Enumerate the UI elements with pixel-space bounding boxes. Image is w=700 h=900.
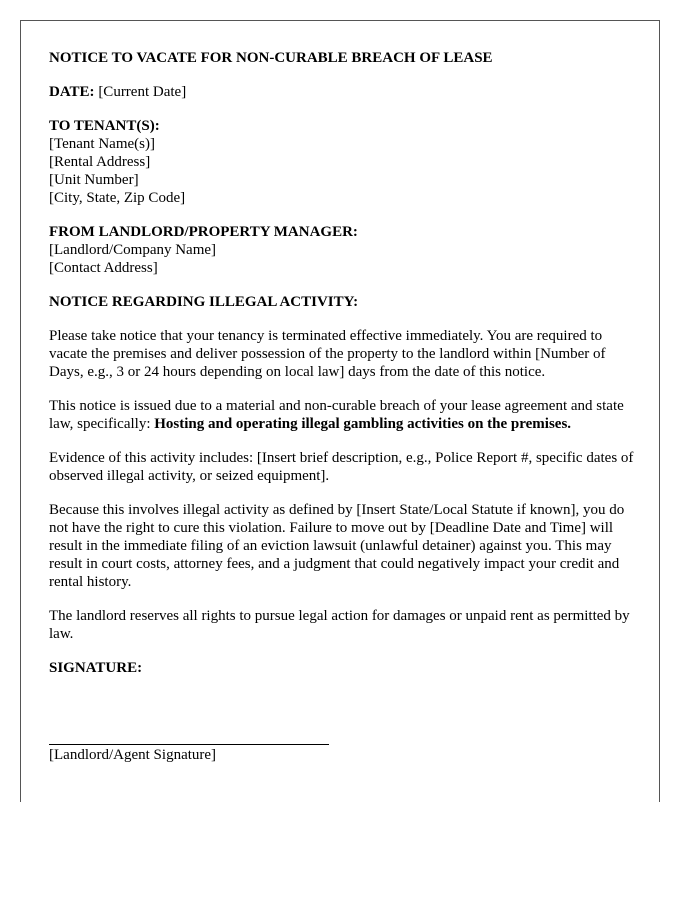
from-landlord-label: FROM LANDLORD/PROPERTY MANAGER:	[49, 224, 358, 240]
unit-number: [Unit Number]	[49, 172, 139, 188]
date-label: DATE:	[49, 84, 95, 100]
paragraph-rights: The landlord reserves all rights to pursue legal action for damages or unpaid rent as permitted by law.	[49, 608, 630, 642]
signature-caption: [Landlord/Agent Signature]	[49, 747, 217, 763]
date-line	[49, 83, 634, 101]
paragraph-breach	[49, 397, 634, 433]
from-landlord-block	[49, 223, 634, 277]
landlord-name: [Landlord/Company Name]	[49, 242, 217, 258]
breach-text: This notice is issued due to a material and non-curable breach of your lease agreement and state law, specifically:	[49, 398, 624, 432]
signature-label: SIGNATURE:	[49, 660, 143, 676]
paragraph-evidence: Evidence of this activity includes: [Insert brief description, e.g., Police Report #, specific dates of observed illegal activity, or seized equipment].	[49, 450, 634, 484]
document-page	[20, 20, 660, 802]
notice-heading: NOTICE REGARDING ILLEGAL ACTIVITY:	[49, 294, 359, 310]
to-tenant-label: TO TENANT(S):	[49, 118, 160, 134]
rental-address: [Rental Address]	[49, 154, 151, 170]
to-tenant-block	[49, 117, 634, 207]
contact-address: [Contact Address]	[49, 260, 158, 276]
date-value: [Current Date]	[98, 84, 187, 100]
signature-line	[49, 744, 329, 745]
paragraph-termination: Please take notice that your tenancy is terminated effective immediately. You are required to vacate the premises and deliver possession of the property to the landlord within [Number of Days, e.g., 3 or 24 hours depending on local law] days from the date of this notice.	[49, 328, 606, 380]
city-state-zip: [City, State, Zip Code]	[49, 190, 186, 206]
document-title: NOTICE TO VACATE FOR NON-CURABLE BREACH OF LEASE	[49, 50, 493, 66]
notice-content	[49, 49, 634, 764]
paragraph-consequences: Because this involves illegal activity as defined by [Insert State/Local Statute if known], you do not have the right to cure this violation. Failure to move out by [Deadline Date and Time] will result in the immediate filing of an eviction lawsuit (unlawful detainer) against you. This may result in court costs, attorney fees, and a judgment that could negatively impact your credit and rental history.	[49, 502, 625, 590]
tenant-name: [Tenant Name(s)]	[49, 136, 155, 152]
breach-specific: Hosting and operating illegal gambling activities on the premises.	[154, 416, 572, 432]
